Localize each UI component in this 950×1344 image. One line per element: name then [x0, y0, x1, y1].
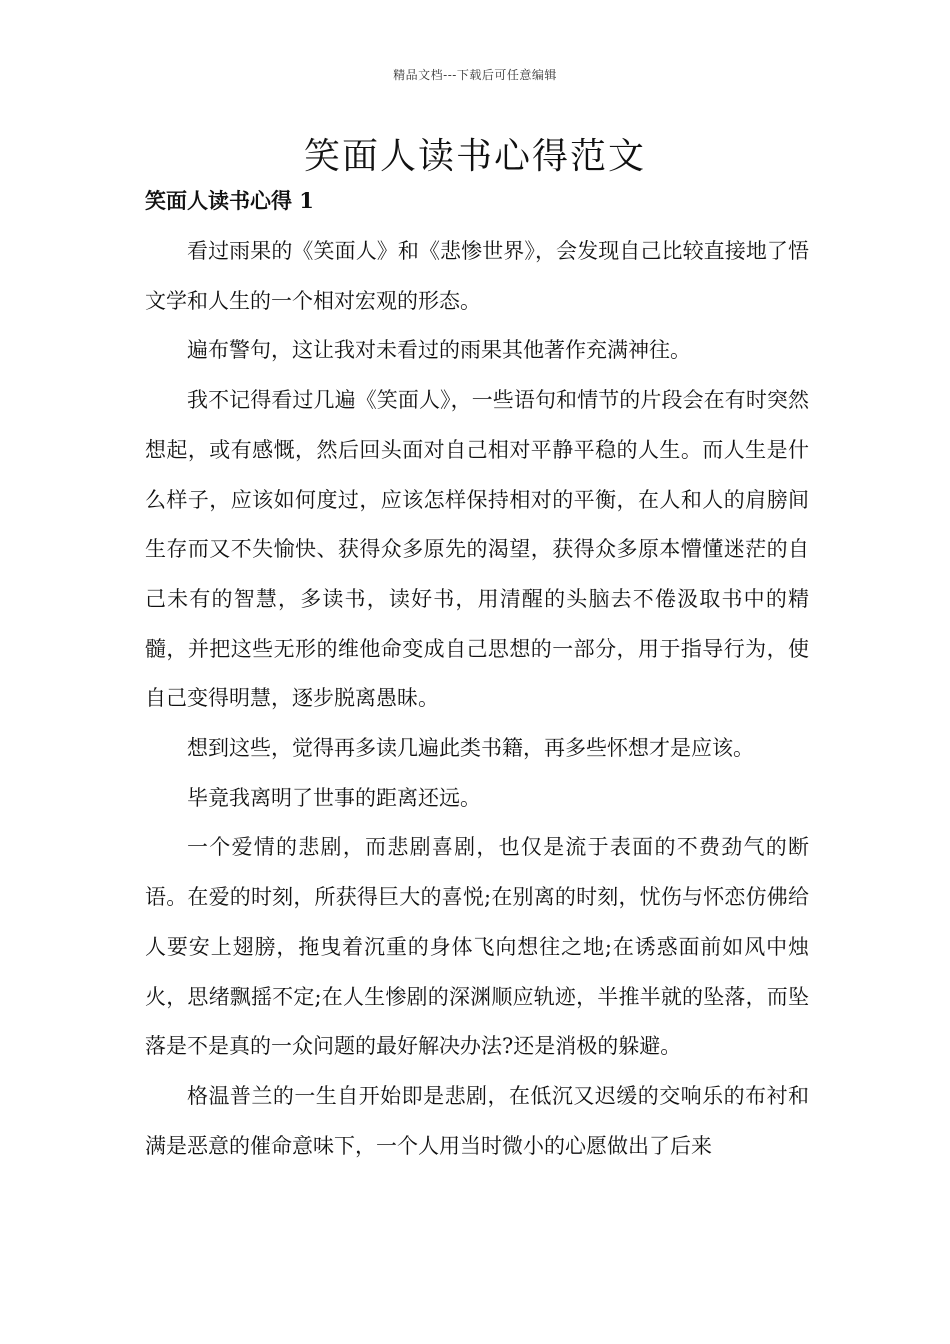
paragraph: 遍布警句，这让我对未看过的雨果其他著作充满神往。	[187, 338, 691, 363]
section-heading: 笑面人读书心得 1	[145, 188, 314, 213]
paragraph: 想到这些，觉得再多读几遍此类书籍，再多些怀想才是应该。	[187, 736, 754, 761]
document-title: 笑面人读书心得范文	[303, 136, 646, 177]
header-note: 精品文档---下载后可任意编辑	[393, 68, 557, 82]
document-body	[145, 227, 809, 1171]
paragraph: 格温普兰的一生自开始即是悲剧，在低沉又迟缓的交响乐的布衬和满是恶意的催命意味下，一个人用当时微小的心愿做出了后来	[145, 1083, 809, 1158]
paragraph: 我不记得看过几遍《笑面人》，一些语句和情节的片段会在有时突然想起，或有感慨，然后回头面对自己相对平静平稳的人生。而人生是什么样子，应该如何度过，应该怎样保持相对的平衡，在人和人的肩膀间生存而又不失愉快、获得众多原先的渴望，获得众多原本懵懂迷茫的自己未有的智慧，多读书，读好书，用清醒的头脑去不倦汲取书中的精髓，并把这些无形的维他命变成自己思想的一部分，用于指导行为，使自己变得明慧，逐步脱离愚昧。	[145, 388, 809, 711]
paragraph: 毕竟我离明了世事的距离还远。	[187, 785, 481, 810]
paragraph: 一个爱情的悲剧，而悲剧喜剧，也仅是流于表面的不费劲气的断语。在爱的时刻，所获得巨大的喜悦;在别离的时刻，忧伤与怀恋仿佛给人要安上翅膀，拖曳着沉重的身体飞向想往之地;在诱惑面前如风中烛火，思绪飘摇不定;在人生惨剧的深渊顺应轨迹，半推半就的坠落，而坠落是不是真的一众问题的最好解决办法?还是消极的躲避。	[145, 835, 809, 1059]
paragraph: 看过雨果的《笑面人》和《悲惨世界》，会发现自己比较直接地了悟文学和人生的一个相对宏观的形态。	[145, 239, 809, 313]
